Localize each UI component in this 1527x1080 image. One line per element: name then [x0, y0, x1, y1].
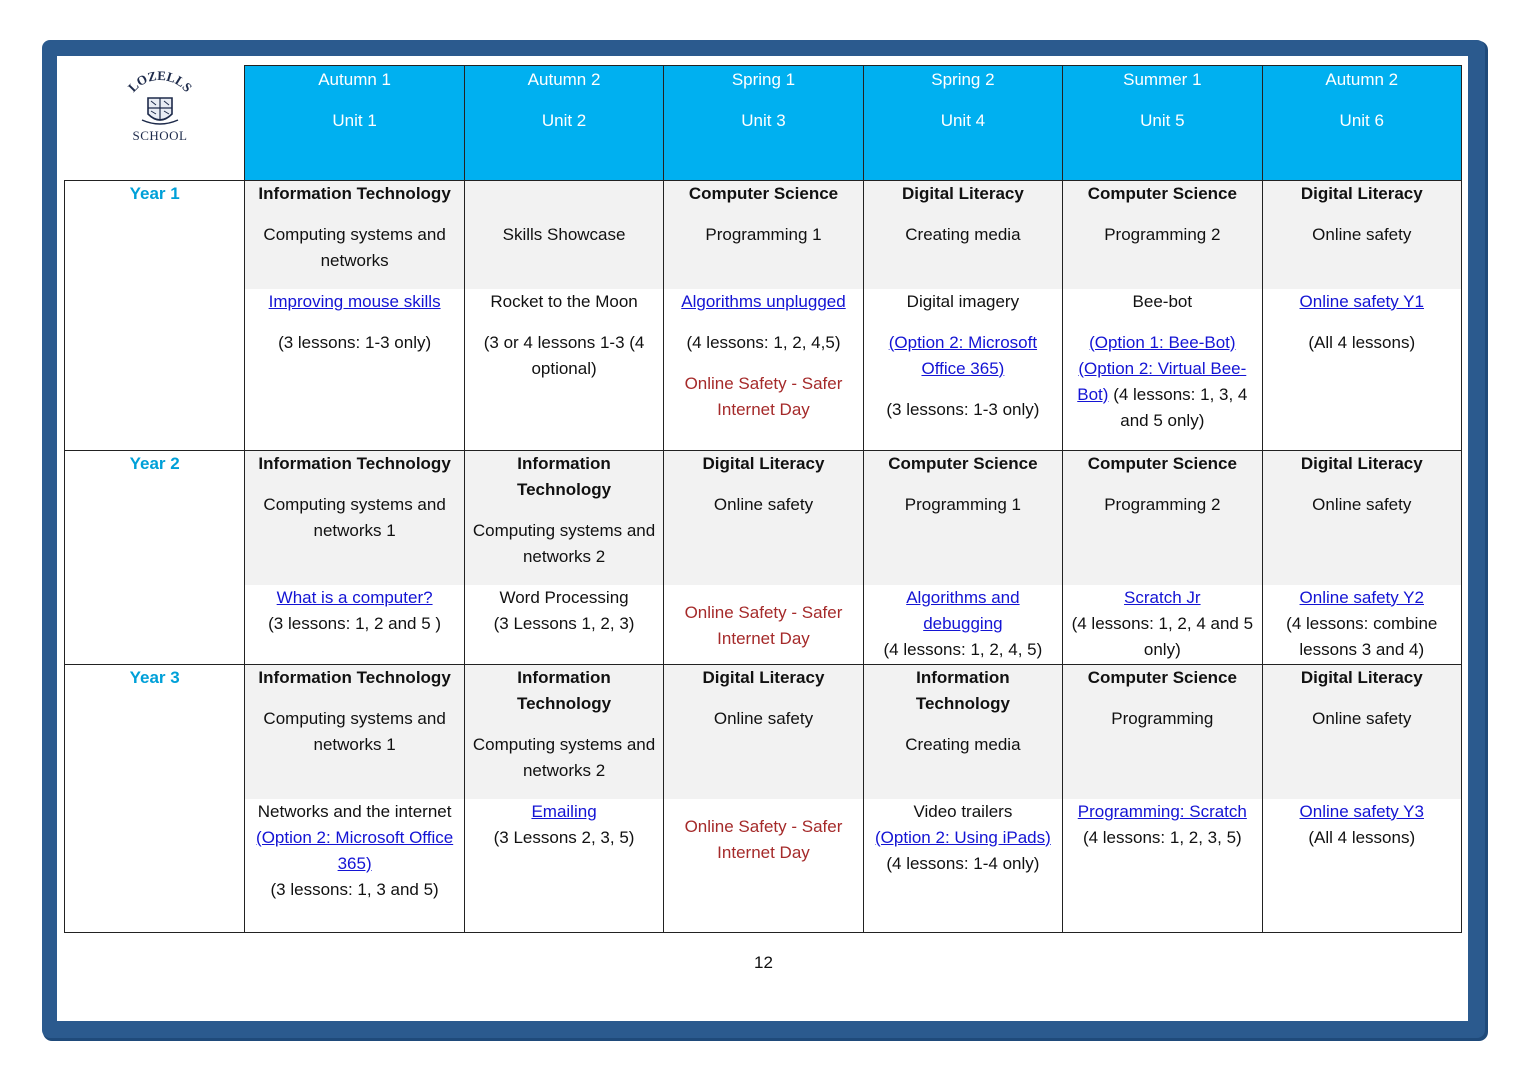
- unit-summary-cell: [245, 451, 464, 585]
- event-note: Online Safety - Safer Internet Day: [684, 816, 843, 862]
- subject-label: Computer Science: [1087, 454, 1237, 473]
- unit-summary-cell: [863, 665, 1062, 799]
- header-cell-unit-3: [664, 66, 863, 181]
- unit-resource-cell: [863, 799, 1062, 933]
- unit-label: Unit 5: [1140, 111, 1185, 130]
- spacer: [1069, 477, 1255, 492]
- unit-title: Creating media: [905, 225, 1021, 244]
- spacer: [251, 207, 457, 222]
- year-label-cell: [65, 665, 245, 933]
- spacer: [870, 207, 1056, 222]
- unit-summary-cell: [1063, 181, 1262, 289]
- term-label: Summer 1: [1123, 70, 1202, 89]
- subject-label: Digital Literacy: [901, 184, 1024, 203]
- header-row: [65, 66, 1462, 181]
- unit-title: Programming 2: [1104, 225, 1221, 244]
- unit-resource-cell: [245, 289, 464, 451]
- unit-title: Online safety: [1312, 709, 1412, 728]
- lessons-note: (4 lessons: 1, 2, 3, 5): [1082, 827, 1242, 847]
- year-row-bottom: [65, 585, 1462, 665]
- event-note: Online Safety - Safer Internet Day: [684, 373, 843, 419]
- unit-title: Programming 1: [904, 495, 1021, 514]
- unit-resource-cell: [863, 289, 1062, 451]
- unit-resource-cell: [464, 799, 663, 933]
- unit-title: Programming 2: [1104, 495, 1221, 514]
- unit-summary-cell: [863, 181, 1062, 289]
- lessons-note: (3 lessons: 1-3 only): [886, 399, 1040, 419]
- lessons-note: (4 lessons: 1, 2, 4 and 5 only): [1071, 613, 1254, 659]
- unit-summary-cell: [1262, 665, 1461, 799]
- subject-label: Information Technology: [516, 668, 612, 713]
- lessons-note: (3 lessons: 1-3 only): [278, 332, 432, 352]
- spacer: [670, 799, 856, 814]
- unit-title: Computing systems and networks 2: [472, 735, 656, 780]
- unit-title: Online safety: [713, 709, 814, 728]
- subject-label: Digital Literacy: [1300, 184, 1423, 203]
- subject-label: Digital Literacy: [702, 454, 825, 473]
- lessons-note: (4 lessons: 1, 2, 4,5): [686, 332, 841, 352]
- unit-summary-cell: [464, 181, 663, 289]
- resource-link[interactable]: (Option 1: Bee-Bot): [1089, 332, 1236, 352]
- year-row-top: [65, 451, 1462, 585]
- term-label: Spring 1: [731, 70, 796, 89]
- resource-link[interactable]: Emailing: [531, 801, 597, 821]
- year-row-top: [65, 665, 1462, 799]
- resource-link[interactable]: What is a computer?: [276, 587, 433, 607]
- year-label-cell: [65, 451, 245, 665]
- subject-label: Information Technology: [258, 454, 451, 473]
- subject-label: Information Technology: [516, 454, 612, 499]
- resource-link[interactable]: Online safety Y2: [1299, 587, 1424, 607]
- spacer: [251, 477, 457, 492]
- spacer: [670, 691, 856, 706]
- subject-label: Computer Science: [1087, 184, 1237, 203]
- svg-text:LOZELLS: LOZELLS: [124, 70, 196, 95]
- event-note: Online Safety - Safer Internet Day: [684, 602, 843, 648]
- curriculum-table: [64, 65, 1462, 933]
- lessons-note: (3 Lessons 2, 3, 5): [493, 827, 635, 847]
- unit-summary-cell: [1262, 451, 1461, 585]
- unit-summary-cell: [863, 451, 1062, 585]
- spacer: [251, 315, 457, 330]
- spacer: [1269, 691, 1455, 706]
- year-label-cell: [65, 181, 245, 451]
- unit-resource-cell: [664, 799, 863, 933]
- unit-title: Online safety: [1312, 495, 1412, 514]
- unit-summary-cell: [245, 665, 464, 799]
- unit-resource-cell: [1262, 289, 1461, 451]
- resource-link[interactable]: (Option 2: Microsoft Office 365): [256, 827, 454, 873]
- unit-summary-cell: [1262, 181, 1461, 289]
- unit-title: Programming 1: [705, 225, 822, 244]
- subject-label: Computer Science: [1087, 668, 1237, 687]
- lessons-note: (4 lessons: 1, 2, 4, 5): [883, 639, 1043, 659]
- unit-title: Online safety: [713, 495, 814, 514]
- resource-title: Word Processing: [499, 587, 629, 607]
- header-corner: [65, 66, 245, 181]
- subject-spacer: [471, 181, 657, 207]
- header-cell-unit-4: [863, 66, 1062, 181]
- lessons-note: (4 lessons: combine lessons 3 and 4): [1286, 613, 1438, 659]
- lessons-note: (All 4 lessons): [1308, 827, 1416, 847]
- link-with-note: [1069, 356, 1255, 434]
- resource-link[interactable]: (Option 2: Using iPads): [875, 827, 1051, 847]
- spacer: [1069, 315, 1255, 330]
- spacer: [1269, 315, 1455, 330]
- unit-summary-cell: [464, 451, 663, 585]
- unit-resource-cell: [245, 799, 464, 933]
- unit-summary-cell: [664, 451, 863, 585]
- year-label: Year 2: [129, 454, 180, 473]
- unit-resource-cell: [664, 585, 863, 665]
- resource-title: Bee-bot: [1132, 291, 1193, 311]
- resource-link[interactable]: Scratch Jr: [1124, 587, 1201, 607]
- unit-title: Programming: [1111, 709, 1214, 728]
- unit-label: Unit 4: [940, 111, 986, 130]
- resource-link[interactable]: Programming: Scratch: [1077, 801, 1247, 821]
- unit-resource-cell: [464, 585, 663, 665]
- year-label: Year 3: [129, 668, 180, 687]
- spacer: [670, 315, 856, 330]
- spacer: [1269, 477, 1455, 492]
- unit-resource-cell: [1262, 585, 1461, 665]
- spacer: [870, 382, 1056, 397]
- subject-label: Computer Science: [888, 454, 1038, 473]
- unit-resource-cell: [1063, 289, 1262, 451]
- resource-link[interactable]: (Option 2: Virtual Bee-Bot): [1077, 358, 1247, 404]
- spacer: [251, 691, 457, 706]
- logo-school-text: SCHOOL: [132, 128, 188, 143]
- unit-resource-cell: [863, 585, 1062, 665]
- unit-title: Computing systems and networks 1: [263, 709, 446, 754]
- lessons-note: (4 lessons: 1-4 only): [886, 853, 1040, 873]
- year-row-top: [65, 181, 1462, 289]
- term-label: Autumn 1: [318, 70, 391, 89]
- unit-resource-cell: [464, 289, 663, 451]
- spacer: [870, 315, 1056, 330]
- spacer: [1269, 207, 1455, 222]
- resource-title: Digital imagery: [906, 291, 1020, 311]
- resource-title: Networks and the internet: [257, 801, 452, 821]
- unit-summary-cell: [464, 665, 663, 799]
- spacer: [1069, 691, 1255, 706]
- resource-link[interactable]: (Option 2: Microsoft Office 365): [888, 332, 1038, 378]
- resource-title: Video trailers: [913, 801, 1013, 821]
- unit-resource-cell: [1063, 799, 1262, 933]
- resource-link[interactable]: Algorithms and debugging: [906, 587, 1020, 633]
- subject-label: Information Technology: [258, 668, 451, 687]
- lessons-note: (3 lessons: 1, 2 and 5 ): [268, 613, 442, 633]
- subject-label: Computer Science: [688, 184, 839, 203]
- header-cell-unit-5: [1063, 66, 1262, 181]
- spacer: [870, 477, 1056, 492]
- unit-title: Computing systems and networks 2: [472, 521, 656, 566]
- resource-title: Rocket to the Moon: [490, 291, 638, 311]
- lessons-note: (3 lessons: 1, 3 and 5): [270, 879, 439, 899]
- resource-link[interactable]: Algorithms unplugged: [681, 291, 846, 311]
- lessons-note: (4 lessons: 1, 3, 4 and 5 only): [1113, 384, 1248, 430]
- year-row-bottom: [65, 799, 1462, 933]
- spacer: [471, 207, 657, 222]
- resource-link[interactable]: Online safety Y1: [1299, 291, 1424, 311]
- unit-summary-cell: [1063, 665, 1262, 799]
- unit-summary-cell: [245, 181, 464, 289]
- subject-label: Digital Literacy: [1300, 668, 1423, 687]
- lessons-note: (3 Lessons 1, 2, 3): [493, 613, 635, 633]
- spacer: [1069, 207, 1255, 222]
- subject-label: Information Technology: [915, 668, 1010, 713]
- unit-resource-cell: [664, 289, 863, 451]
- unit-title: Computing systems and networks: [263, 225, 446, 270]
- subject-label: Digital Literacy: [1300, 454, 1423, 473]
- year-row-bottom: [65, 289, 1462, 451]
- header-cell-unit-6: [1262, 66, 1461, 181]
- term-label: Autumn 2: [527, 70, 601, 89]
- spacer: [670, 356, 856, 371]
- unit-resource-cell: [1262, 799, 1461, 933]
- spacer: [471, 717, 657, 732]
- unit-label: Unit 3: [741, 111, 786, 130]
- lessons-note: (3 or 4 lessons 1-3 (4 optional): [483, 332, 645, 378]
- unit-label: Unit 1: [332, 111, 377, 130]
- page-number: 12: [754, 953, 773, 972]
- unit-resource-cell: [245, 585, 464, 665]
- spacer: [471, 503, 657, 518]
- unit-label: Unit 6: [1339, 111, 1384, 130]
- lessons-note: (All 4 lessons): [1308, 332, 1416, 352]
- header-cell-unit-2: [464, 66, 663, 181]
- unit-label: Unit 2: [541, 111, 587, 130]
- resource-link[interactable]: Improving mouse skills: [268, 291, 441, 311]
- unit-title: Computing systems and networks 1: [263, 495, 446, 540]
- unit-resource-cell: [1063, 585, 1262, 665]
- unit-summary-cell: [1063, 451, 1262, 585]
- resource-link[interactable]: Online safety Y3: [1299, 801, 1424, 821]
- spacer: [870, 717, 1056, 732]
- unit-title: Creating media: [905, 735, 1021, 754]
- unit-title: Online safety: [1312, 225, 1412, 244]
- unit-summary-cell: [664, 665, 863, 799]
- subject-label: Information Technology: [258, 184, 451, 203]
- subject-label: Digital Literacy: [702, 668, 825, 687]
- spacer: [670, 585, 856, 600]
- spacer: [670, 477, 856, 492]
- spacer: [471, 315, 657, 330]
- unit-title: Skills Showcase: [502, 225, 626, 244]
- unit-summary-cell: [664, 181, 863, 289]
- year-label: Year 1: [129, 184, 180, 203]
- term-label: Spring 2: [931, 70, 995, 89]
- spacer: [670, 207, 856, 222]
- term-label: Autumn 2: [1325, 70, 1399, 89]
- header-cell-unit-1: [245, 66, 464, 181]
